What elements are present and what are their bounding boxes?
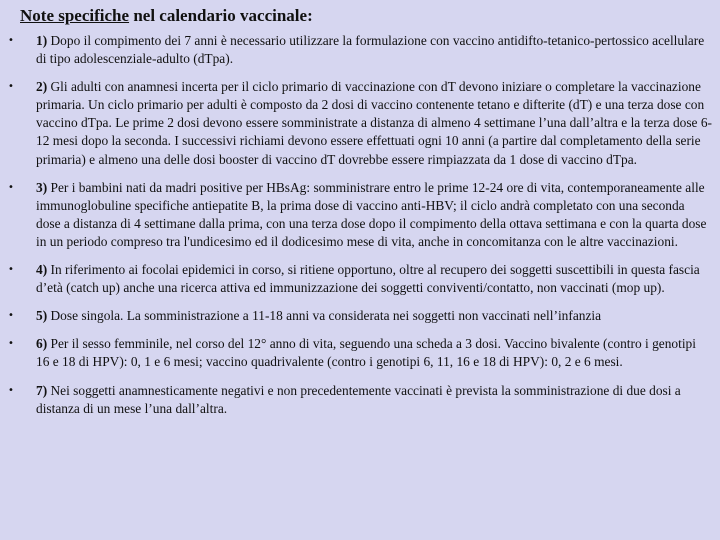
note-number: 2): [36, 79, 48, 95]
note-number: 4): [36, 262, 48, 278]
note-text: Per il sesso femminile, nel corso del 12° anno di vita, seguendo una scheda a 3 dosi. Vaccino bivalente (contro i genotipi 16 e 18 di HPV): 0, 1 e 6 mesi; vaccino quadrivalente (contro i genotipi 6, 11, 16 e 18 di HPV): 0, 2 e 6 mesi.: [36, 336, 696, 370]
note-3: [0, 179, 720, 251]
notes-list: [0, 32, 720, 418]
bullet-icon: •: [8, 181, 14, 193]
note-text: Dopo il compimento dei 7 anni è necessario utilizzare la formulazione con vaccino antidifto-tetanico-pertossico acellulare di tipo adolescenziale-adulto (dTpa).: [36, 33, 705, 67]
note-text: Gli adulti con anamnesi incerta per il ciclo primario di vaccinazione con dT devono iniziare o completare la vaccinazione primaria. Un ciclo primario per adulti è composto da 2 dosi di vaccino contenente tetano e difterite (dT) e una terza dose con vaccino dTpa. Le prime 2 dosi devono essere somministrate a distanza di almeno 4 settimane l’una dall’altra e la terza dose 6-12 mesi dopo la seconda. I successivi richiami devono essere effettuati ogni 10 anni (a partire dal completamento della serie primaria) e almeno una delle dosi booster di vaccino dT dovrebbe essere rimpiazzata da 1 dose di vaccino dTpa.: [36, 79, 712, 167]
note-text: Dose singola. La somministrazione a 11-18 anni va considerata nei soggetti non vaccinati nell’infanzia: [47, 308, 602, 324]
note-number: 6): [36, 336, 48, 352]
title-underlined: Note specifiche: [20, 6, 130, 25]
bullet-icon: •: [8, 35, 14, 46]
note-5: [0, 307, 720, 325]
note-text: Per i bambini nati da madri positive per HBsAg: somministrare entro le prime 12-24 ore di vita, contemporaneamente alle immunoglobuline specifiche antiepatite B, la prima dose di vaccino anti-HBV; il ciclo andrà completato con una seconda dose a distanza di 4 settimane dalla prima, con una terza dose dopo il compimento della ottava settimana e con la quarta dose in un periodo compreso tra l'undicesimo ed il dodicesimo mese di vita, anche in concomitanza con le altre vaccinazioni.: [36, 179, 707, 249]
bullet-icon: •: [8, 81, 14, 93]
bullet-icon: •: [8, 264, 14, 276]
title-rest: nel calendario vaccinale:: [129, 6, 313, 25]
note-number: 5): [36, 308, 48, 324]
note-2: [0, 78, 720, 168]
note-7: [0, 382, 720, 418]
note-text: In riferimento ai focolai epidemici in corso, si ritiene opportuno, oltre al recupero dei soggetti suscettibili in questa fascia d’età (catch up) anche una ricerca attiva ed immunizzazione dei soggetti conviventi/contatto, non vaccinati (mop up).: [36, 262, 700, 296]
note-number: 7): [36, 382, 48, 398]
note-number: 3): [36, 179, 48, 195]
bullet-icon: •: [8, 310, 14, 322]
note-text: Nei soggetti anamnesticamente negativi e non precedentemente vaccinati è prevista la somministrazione di due dosi a distanza di un mese l’una dall’altra.: [36, 382, 681, 416]
bullet-icon: •: [8, 338, 14, 350]
note-1: [0, 32, 720, 68]
page-title: [20, 6, 313, 26]
bullet-icon: •: [8, 384, 14, 396]
note-number: 1): [36, 33, 48, 48]
note-6: [0, 335, 720, 371]
note-4: [0, 261, 720, 297]
